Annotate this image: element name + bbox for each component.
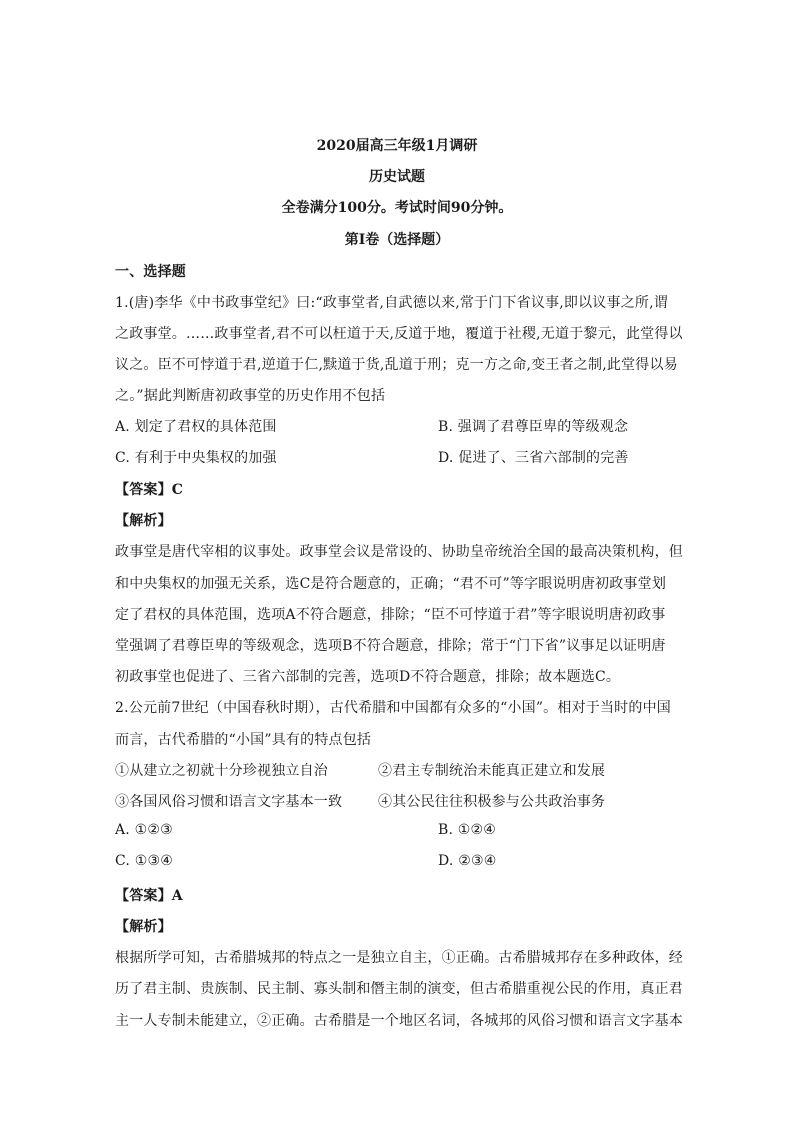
- exam-subject: 历史试题: [369, 169, 425, 185]
- q1-analysis-label: 【解析】: [115, 513, 172, 529]
- q2-option-a: A. ①②③: [115, 822, 173, 838]
- q1-analysis-line-1: 政事堂是唐代宰相的议事处。政事堂会议是常设的、协助皇帝统治全国的最高决策机构，但: [115, 544, 683, 560]
- q2-item-4: ④其公民往往积极参与公共政治事务: [378, 794, 606, 810]
- exam-info: 全卷满分100分。考试时间90分钟。: [281, 200, 513, 216]
- q2-analysis-line-3: 主一人专制未能建立，②正确。古希腊是一个地区名词，各城邦的风俗习惯和语言文字基本: [115, 1013, 683, 1029]
- q2-item-3: ③各国风俗习惯和语言文字基本一致: [115, 794, 343, 810]
- q1-option-d: D. 促进了、三省六部制的完善: [438, 450, 629, 466]
- exam-title: 2020届高三年级1月调研: [316, 138, 478, 154]
- q2-option-b: B. ①②④: [438, 822, 497, 838]
- q1-line-4: 之。”据此判断唐初政事堂的历史作用不包括: [115, 388, 386, 404]
- q2-analysis-line-1: 根据所学可知，古希腊城邦的特点之一是独立自主，①正确。古希腊城邦存在多种政体，经: [115, 950, 683, 966]
- q1-line-1: 1.(唐)李华《中书政事堂纪》曰:“政事堂者,自武德以来,常于门下省议事,即以议事之所,谓: [115, 295, 668, 311]
- q1-option-c: C. 有利于中央集权的加强: [115, 450, 277, 466]
- q1-analysis-line-3: 定了君权的具体范围，选项A不符合题意，排除；“臣不可悖道于君”等字眼说明唐初政事: [115, 607, 666, 623]
- section-heading: 一、选择题: [115, 264, 186, 280]
- q2-analysis-line-2: 历了君主制、贵族制、民主制、寡头制和僭主制的演变，但古希腊重视公民的作用，真正君: [115, 981, 683, 997]
- q2-answer: 【答案】A: [115, 888, 183, 904]
- q2-item-1: ①从建立之初就十分珍视独立自治: [115, 763, 328, 779]
- q1-line-2: 之政事堂。……政事堂者,君不可以枉道于天,反道于地，覆道于社稷,无道于黎元，此堂得以: [115, 326, 683, 342]
- q2-option-c: C. ①③④: [115, 853, 173, 869]
- q2-analysis-label: 【解析】: [115, 919, 172, 935]
- q1-option-b: B. 强调了君尊臣卑的等级观念: [438, 419, 629, 435]
- q1-option-a: A. 划定了君权的具体范围: [115, 419, 277, 435]
- q1-analysis-line-4: 堂强调了君尊臣卑的等级观念，选项B不符合题意，排除；常于“门下省”议事足以证明唐: [115, 638, 666, 654]
- q2-option-d: D. ②③④: [438, 853, 497, 869]
- q2-line-1: 2.公元前7世纪（中国春秋时期），古代希腊和中国都有众多的“小国”。相对于当时的中国: [115, 700, 671, 716]
- q1-line-3: 议之。臣不可悖道于君,逆道于仁,黩道于货,乱道于刑；克一方之命,变王者之制,此堂得以易: [115, 357, 678, 373]
- q1-analysis-line-2: 和中央集权的加强无关系，选C是符合题意的，正确；“君不可”等字眼说明唐初政事堂划: [115, 576, 667, 592]
- part-heading: 第Ⅰ卷（选择题）: [344, 232, 450, 248]
- q2-item-2: ②君主专制统治未能真正建立和发展: [378, 763, 606, 779]
- q2-line-2: 而言，古代希腊的“小国”具有的特点包括: [115, 732, 372, 748]
- q1-answer: 【答案】C: [115, 482, 184, 498]
- q1-analysis-line-5: 初政事堂也促进了、三省六部制的完善，选项D不符合题意，排除；故本题选C。: [115, 669, 621, 685]
